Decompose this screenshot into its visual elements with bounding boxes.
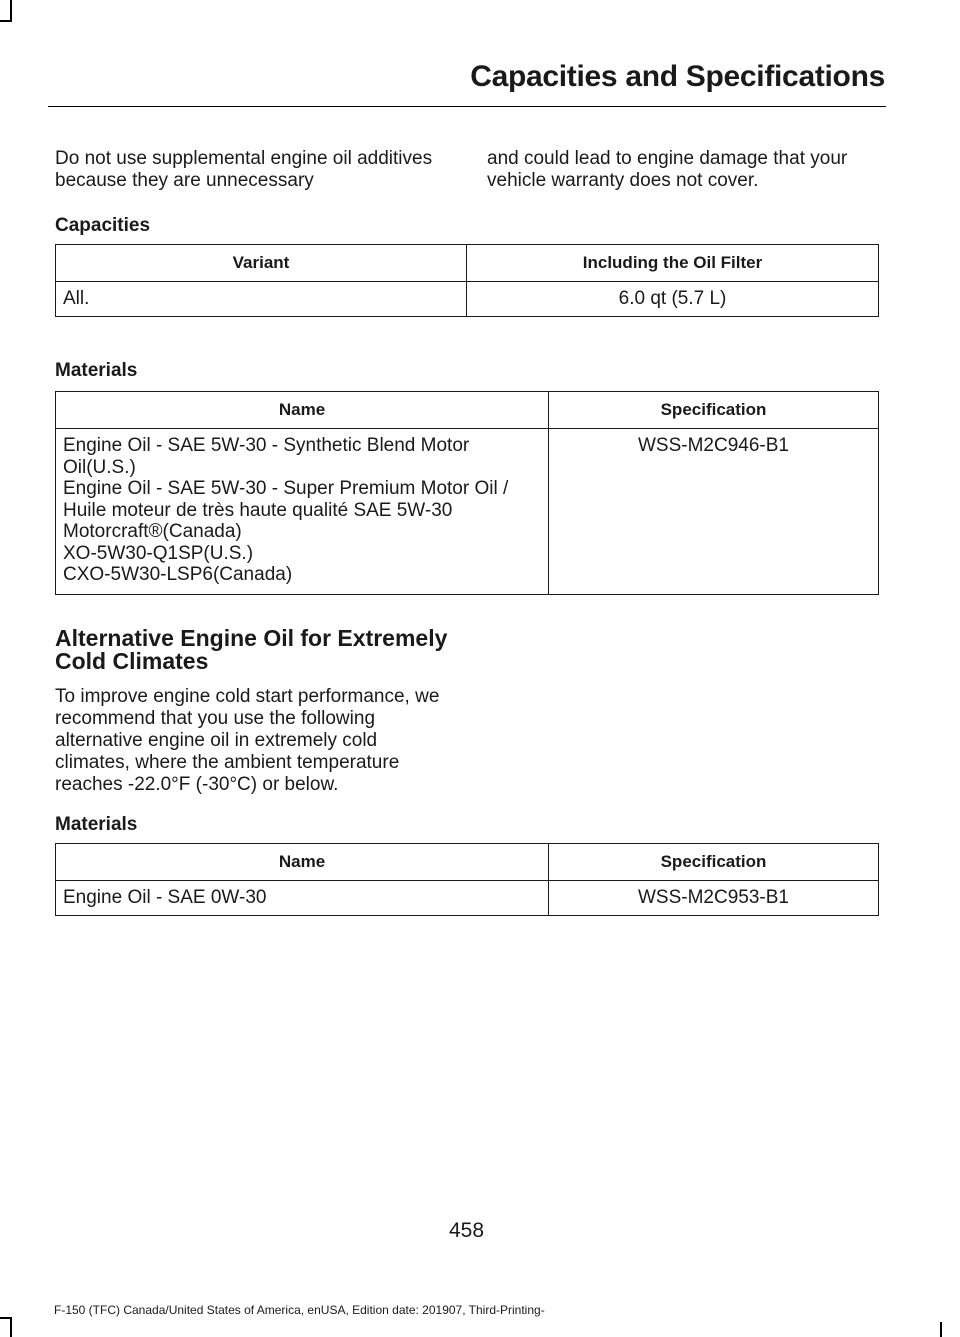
table-header-row (56, 392, 879, 429)
materials-heading: Materials (55, 360, 138, 381)
table-header-row (56, 844, 879, 881)
crop-mark (0, 20, 12, 22)
materials-heading: Materials (55, 814, 138, 835)
materials-table (55, 391, 879, 595)
material-name-cell (56, 429, 549, 595)
column-header: Name (56, 844, 549, 881)
crop-mark (10, 0, 12, 20)
capacities-table (55, 244, 879, 317)
specification-cell: WSS-M2C946-B1 (549, 429, 879, 595)
edition-footer: F-150 (TFC) Canada/United States of America, enUSA, Edition date: 201907, Third-Printing- (54, 1303, 545, 1317)
table-row (56, 881, 879, 916)
material-name-line: Engine Oil - SAE 5W-30 - Synthetic Blend Motor Oil(U.S.) (63, 435, 470, 478)
table-header-row (56, 245, 879, 282)
column-header: Variant (56, 245, 467, 282)
section-title: Alternative Engine Oil for Extremely Cold Climates (55, 625, 448, 674)
material-name-cell: Engine Oil - SAE 0W-30 (56, 881, 549, 916)
crop-mark (940, 1322, 942, 1337)
crop-mark (0, 1317, 12, 1319)
capacities-heading: Capacities (55, 215, 151, 236)
table-row (56, 282, 879, 317)
intro-text-left: Do not use supplemental engine oil additives because they are unnecessary (55, 148, 433, 191)
specification-cell: WSS-M2C953-B1 (549, 881, 879, 916)
title-divider (48, 106, 886, 107)
column-header: Specification (549, 392, 879, 429)
capacity-cell: 6.0 qt (5.7 L) (467, 282, 879, 317)
materials-table (55, 843, 879, 916)
variant-cell: All. (56, 282, 467, 317)
intro-text-right: and could lead to engine damage that your vehicle warranty does not cover. (487, 148, 848, 191)
cold-climate-text: To improve engine cold start performance, we recommend that you use the following alternative engine oil in extremely cold climates, where the ambient temperature reaches -22.0°F (-30°C) or below. (55, 686, 440, 795)
column-header: Including the Oil Filter (467, 245, 879, 282)
table-row (56, 429, 879, 595)
page-title: Capacities and Specifications (470, 60, 885, 93)
page-number: 458 (448, 1219, 485, 1242)
material-name-line: XO-5W30-Q1SP(U.S.) (63, 542, 254, 564)
material-name-line: Engine Oil - SAE 5W-30 - Super Premium Motor Oil / Huile moteur de très haute qualité SAE 5W-30 Motorcraft®(Canada) (63, 478, 509, 542)
column-header: Name (56, 392, 549, 429)
crop-mark (10, 1317, 12, 1337)
material-name-line: CXO-5W30-LSP6(Canada) (63, 564, 293, 585)
column-header: Specification (549, 844, 879, 881)
